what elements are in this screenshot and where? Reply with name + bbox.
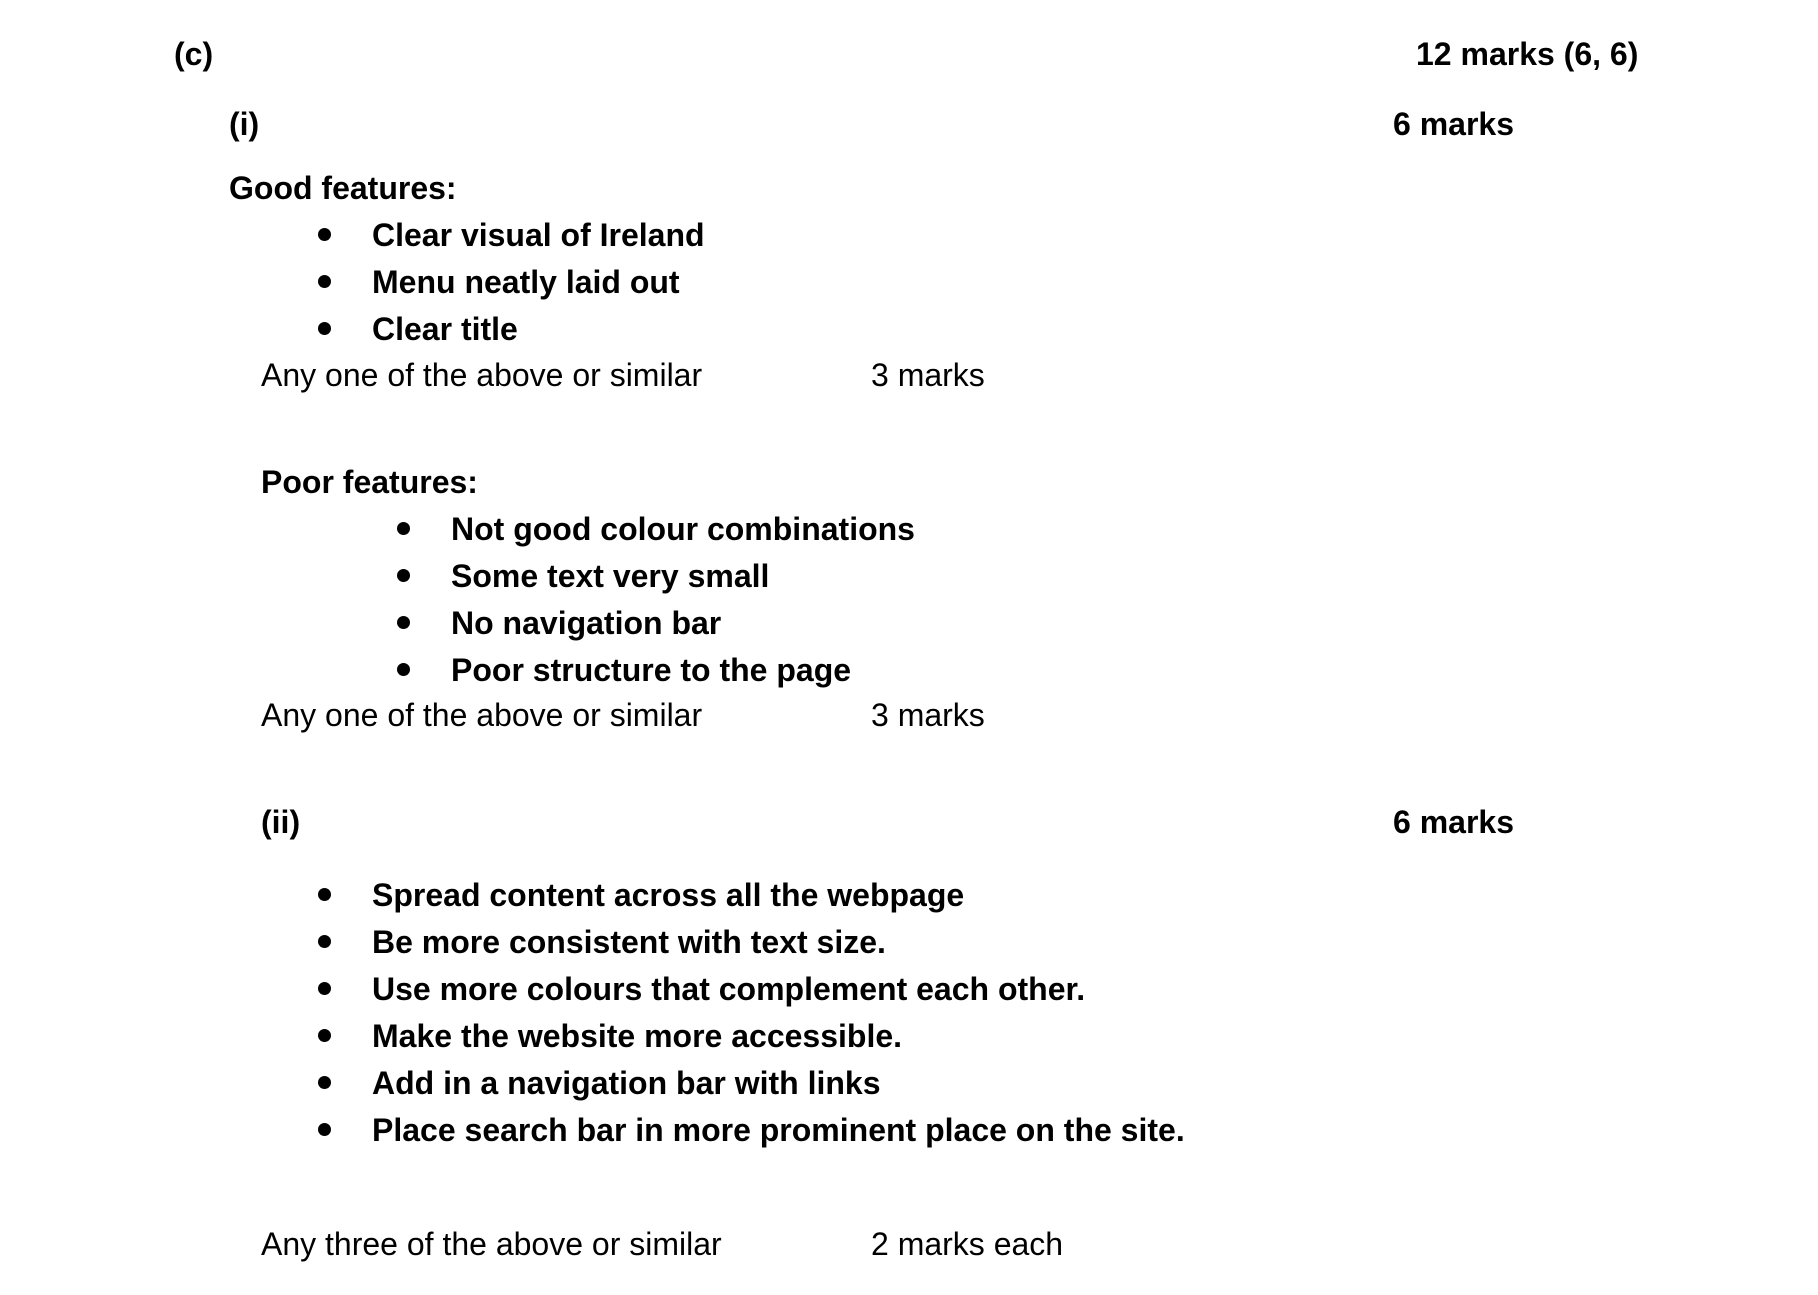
poor-features-note-marks: 3 marks <box>871 697 985 733</box>
list-item: Spread content across all the webpage <box>372 877 965 913</box>
good-features-note-marks: 3 marks <box>871 357 985 393</box>
bullet-icon <box>318 1029 331 1042</box>
good-features-heading: Good features: <box>229 170 457 206</box>
list-item: Poor structure to the page <box>451 652 852 688</box>
list-item: Add in a navigation bar with links <box>372 1065 881 1101</box>
part-c-label: (c) <box>174 36 214 72</box>
list-item: Clear visual of Ireland <box>372 217 705 253</box>
bullet-icon <box>318 888 331 901</box>
list-item: Be more consistent with text size. <box>372 924 886 960</box>
list-item: Make the website more accessible. <box>372 1018 903 1054</box>
bullet-icon <box>318 982 331 995</box>
part-c-marks: 12 marks (6, 6) <box>1416 36 1639 72</box>
poor-features-note: Any one of the above or similar <box>261 697 703 733</box>
list-item: No navigation bar <box>451 605 722 641</box>
bullet-icon <box>318 322 331 335</box>
bullet-icon <box>318 1123 331 1136</box>
part-i-marks: 6 marks <box>1393 106 1514 142</box>
improvements-note: Any three of the above or similar <box>261 1226 722 1262</box>
part-i-label: (i) <box>229 106 260 142</box>
list-item: Use more colours that complement each other. <box>372 971 1086 1007</box>
bullet-icon <box>397 616 410 629</box>
part-ii-marks: 6 marks <box>1393 804 1514 840</box>
list-item: Some text very small <box>451 558 770 594</box>
bullet-icon <box>318 1076 331 1089</box>
bullet-icon <box>318 935 331 948</box>
list-item: Menu neatly laid out <box>372 264 680 300</box>
improvements-note-marks: 2 marks each <box>871 1226 1064 1262</box>
bullet-icon <box>397 522 410 535</box>
part-ii-label: (ii) <box>261 804 301 840</box>
bullet-icon <box>397 569 410 582</box>
poor-features-heading: Poor features: <box>261 464 478 500</box>
list-item: Place search bar in more prominent place on the site. <box>372 1112 1185 1148</box>
bullet-icon <box>318 228 331 241</box>
good-features-note: Any one of the above or similar <box>261 357 703 393</box>
list-item: Clear title <box>372 311 518 347</box>
list-item: Not good colour combinations <box>451 511 915 547</box>
bullet-icon <box>318 275 331 288</box>
bullet-icon <box>397 663 410 676</box>
